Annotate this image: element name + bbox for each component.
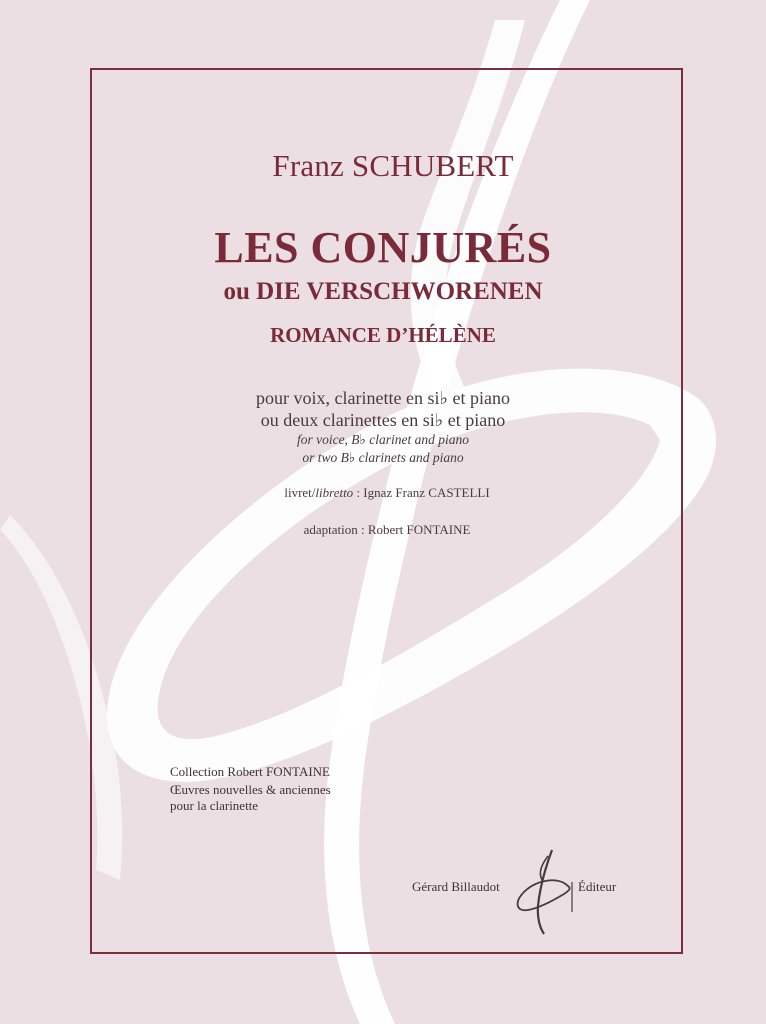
composer-name: Franz SCHUBERT [272,148,514,183]
collection-name: Collection Robert FONTAINE [170,764,330,779]
instrumentation-en-1: for voice, B♭ clarinet and piano [296,432,470,447]
border-frame [90,68,683,954]
adaptation-credit: adaptation : Robert FONTAINE [303,522,471,537]
romance-title: ROMANCE D’HÉLÈNE [270,323,496,347]
libretto-author: : Ignaz Franz CASTELLI [353,485,490,500]
editor-label: Éditeur [578,879,617,894]
instrumentation-en-2: or two B♭ clarinets and piano [302,450,464,465]
libretto-credit [4,485,766,501]
work-title: LES CONJURÉS [214,223,552,272]
work-subtitle: ou DIE VERSCHWORENEN [223,278,543,305]
instrumentation-fr-1: pour voix, clarinette en si♭ et piano [256,388,510,408]
instrumentation-fr-2: ou deux clarinettes en si♭ et piano [260,410,506,430]
libretto-label: livret/ [284,485,316,500]
collection-line-2: Œuvres nouvelles & anciennes [170,782,331,797]
libretto-label-italic: libretto [315,485,354,500]
collection-line-3: pour la clarinette [170,798,259,813]
treble-clef-logo-icon [508,846,578,936]
publisher-name: Gérard Billaudot [412,879,500,894]
